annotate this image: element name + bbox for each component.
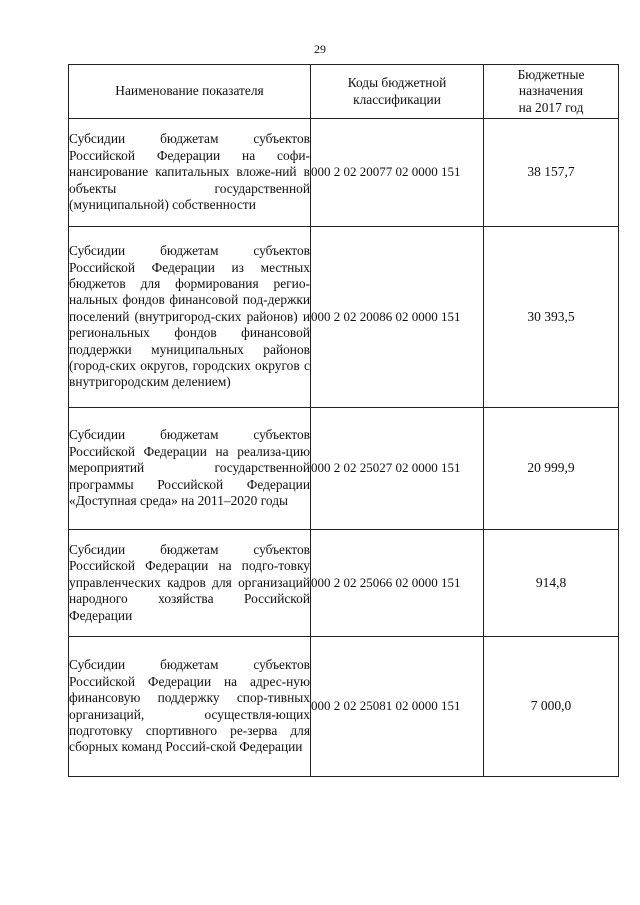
page-number: 29 bbox=[314, 42, 326, 56]
row-amount: 914,8 bbox=[484, 530, 619, 637]
row-name: Субсидии бюджетам субъектов Российской Федерации на софи-нансирование капитальных вложе-ний в объекты государственной (муниципальной) собственности bbox=[69, 119, 311, 227]
row-code: 000 2 02 20086 02 0000 151 bbox=[311, 227, 484, 408]
table-row bbox=[69, 408, 619, 530]
row-name: Субсидии бюджетам субъектов Российской Федерации на адрес-ную финансовую поддержку спор-тивных организаций, осуществля-ющих подготовку спортивного ре-зерва для сборных команд Россий-ской Федерации bbox=[69, 637, 311, 777]
table-header-row bbox=[69, 65, 619, 119]
row-name: Субсидии бюджетам субъектов Российской Федерации на подго-товку управленческих кадров для организаций народного хозяйства Российской Федерации bbox=[69, 530, 311, 637]
row-name: Субсидии бюджетам субъектов Российской Федерации из местных бюджетов для формирования регио-нальных фондов финансовой под-держки поселений (внутригород-ских районов) и региональных фондов финансовой поддержки муниципальных районов (город-ских округов, городских округов с внутригородским делением) bbox=[69, 227, 311, 408]
table-row bbox=[69, 227, 619, 408]
row-code: 000 2 02 25027 02 0000 151 bbox=[311, 408, 484, 530]
row-code: 000 2 02 25066 02 0000 151 bbox=[311, 530, 484, 637]
row-amount: 20 999,9 bbox=[484, 408, 619, 530]
budget-table bbox=[68, 64, 619, 777]
header-amount: Бюджетные назначения на 2017 год bbox=[484, 65, 619, 119]
header-name: Наименование показателя bbox=[69, 65, 311, 119]
table-row bbox=[69, 119, 619, 227]
row-amount: 30 393,5 bbox=[484, 227, 619, 408]
header-code: Коды бюджетной классификации bbox=[311, 65, 484, 119]
row-code: 000 2 02 20077 02 0000 151 bbox=[311, 119, 484, 227]
row-amount: 7 000,0 bbox=[484, 637, 619, 777]
table-row bbox=[69, 637, 619, 777]
table-row bbox=[69, 530, 619, 637]
row-name: Субсидии бюджетам субъектов Российской Федерации на реализа-цию мероприятий государственной программы Российской Федерации «Доступная среда» на 2011–2020 годы bbox=[69, 408, 311, 530]
row-amount: 38 157,7 bbox=[484, 119, 619, 227]
row-code: 000 2 02 25081 02 0000 151 bbox=[311, 637, 484, 777]
